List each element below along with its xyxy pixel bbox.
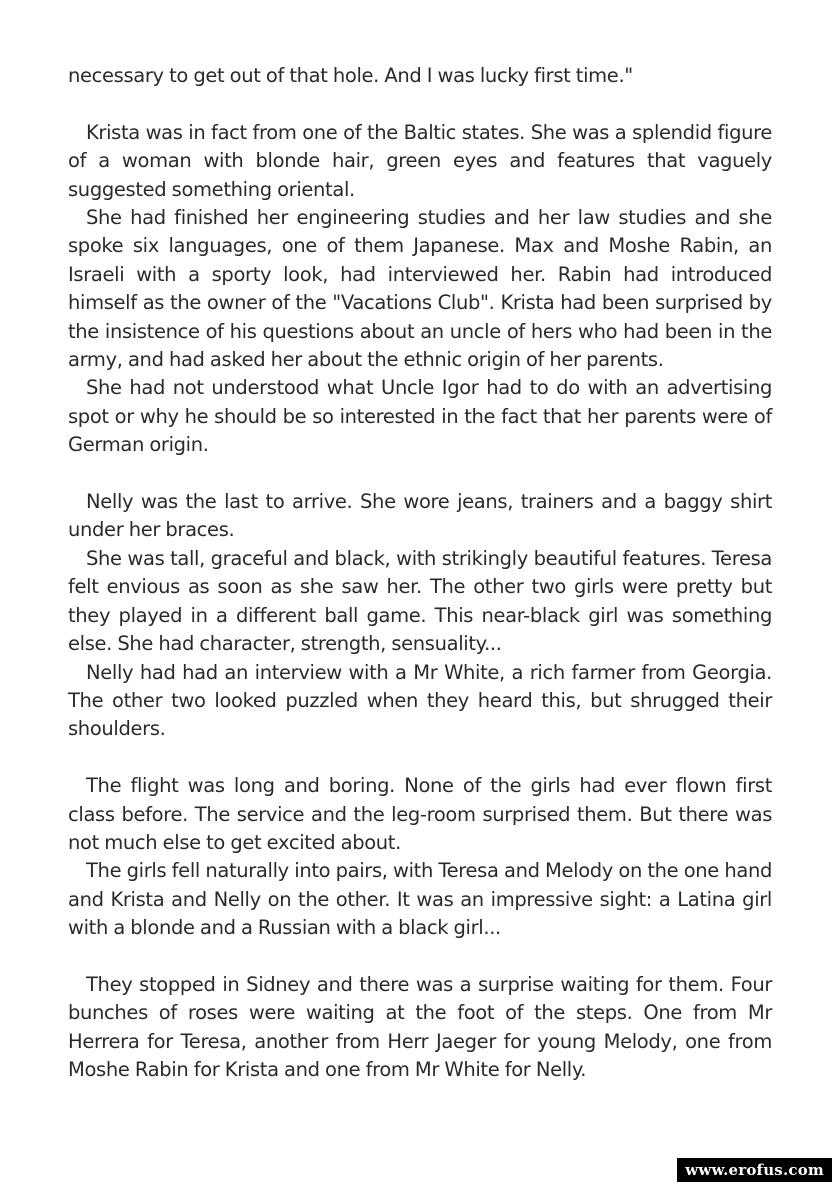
page-body	[68, 62, 772, 1085]
section-gap	[68, 943, 772, 971]
section-gap	[68, 90, 772, 118]
paragraph-sidney: They stopped in Sidney and there was a surprise waiting for them. Four bunches of roses were waiting at the foot of the steps. One from Mr Herrera for Teresa, another from Herr Jaeger for young Melody, one from Moshe Rabin for Krista and one from Mr White for Nelly.	[68, 972, 772, 1082]
paragraph-pairs: The girls fell naturally into pairs, with Teresa and Melody on the one hand and Krista and Nelly on the other. It was an impressive sight: a Latina girl with a blonde and a Russian with a black girl...	[68, 859, 772, 940]
paragraph-uncle-igor: She had not understood what Uncle Igor had to do with an advertising spot or why he should be so interested in the fact that her parents were of German origin.	[68, 376, 772, 457]
paragraph-flight: The flight was long and boring. None of the girls had ever flown first class before. The service and the leg-room surprised them. But there was not much else to get excited about.	[68, 774, 772, 854]
section-gap	[68, 460, 772, 488]
paragraph-nelly-arrival: Nelly was the last to arrive. She wore jeans, trainers and a baggy shirt under her braces.	[68, 490, 772, 542]
paragraph-continuation: necessary to get out of that hole. And I was lucky first time."	[68, 64, 633, 87]
paragraph-nelly-description: She was tall, graceful and black, with strikingly beautiful features. Teresa felt envious as soon as she saw her. The other two girls were pretty but they played in a different ball game. This near-black girl was something else. She had character, strength, sensuality...	[68, 546, 772, 656]
paragraph-krista-studies: She had finished her engineering studies and her law studies and she spoke six languages, one of them Japanese. Max and Moshe Rabin, an Israeli with a sporty look, had interviewed her. Rabin had introduced himself as the owner of the "Vacations Club". Krista had been surprised by the insistence of his questions about an uncle of hers who had been in the army, and had asked her about the ethnic origin of her parents.	[68, 206, 772, 372]
paragraph-krista-intro: Krista was in fact from one of the Baltic states. She was a splendid figure of a woman with blonde hair, green eyes and features that vaguely suggested something oriental.	[68, 120, 772, 201]
watermark-label: www.erofus.com	[677, 1158, 832, 1182]
paragraph-nelly-interview: Nelly had had an interview with a Mr White, a rich farmer from Georgia. The other two looked puzzled when they heard this, but shrugged their shoulders.	[68, 660, 772, 741]
section-gap	[68, 744, 772, 772]
